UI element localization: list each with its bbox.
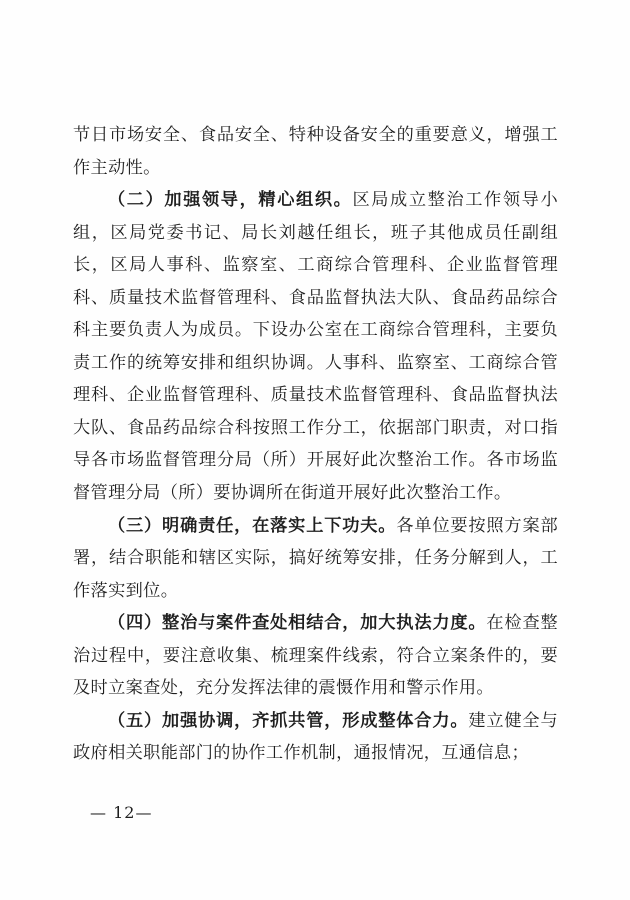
paragraph-2-lead: （二）加强领导，精心组织。 bbox=[108, 190, 353, 211]
paragraph-5 bbox=[73, 705, 558, 770]
paragraph-5-text: 建立健全与政府相关职能部门的协作工作机制，通报情况，互通信息； bbox=[73, 710, 558, 764]
body-text bbox=[73, 119, 558, 770]
paragraph-1 bbox=[73, 119, 558, 184]
paragraph-4 bbox=[73, 607, 558, 705]
paragraph-3 bbox=[73, 510, 558, 608]
paragraph-4-lead: （四）整治与案件查处相结合，加大执法力度。 bbox=[108, 613, 487, 634]
paragraph-1-text: 节日市场安全、食品安全、特种设备安全的重要意义，增强工作主动性。 bbox=[73, 125, 558, 178]
paragraph-3-text: 各单位要按照方案部署，结合职能和辖区实际，搞好统筹安排，任务分解到人，工作落实到位。 bbox=[73, 515, 558, 601]
paragraph-4-text: 在检查整治过程中，要注意收集、梳理案件线索，符合立案条件的，要及时立案查处，充分发挥法律的震慑作用和警示作用。 bbox=[73, 613, 559, 699]
paragraph-3-lead: （三）明确责任，在落实上下功夫。 bbox=[108, 515, 397, 536]
page-number: — 12— bbox=[90, 803, 153, 822]
paragraph-5-lead: （五）加强协调，齐抓共管，形成整体合力。 bbox=[108, 710, 469, 731]
paragraph-2 bbox=[73, 184, 558, 509]
paragraph-2-text: 区局成立整治工作领导小组，区局党委书记、局长刘越任组长，班子其他成员任副组长，区局人事科、监察室、工商综合管理科、企业监督管理科、质量技术监督管理科、食品监督执法大队、食品药品综合科主要负责人为成员。下设办公室在工商综合管理科，主要负责工作的统筹安排和组织协调。人事科、监察室、工商综合管理科、企业监督管理科、质量技术监督管理科、食品监督执法大队、食品药品综合科按照工作分工，依据部门职责，对口指导各市场监督管理分局（所）开展好此次整治工作。各市场监督管理分局（所）要协调所在街道开展好此次整治工作。 bbox=[73, 190, 558, 504]
